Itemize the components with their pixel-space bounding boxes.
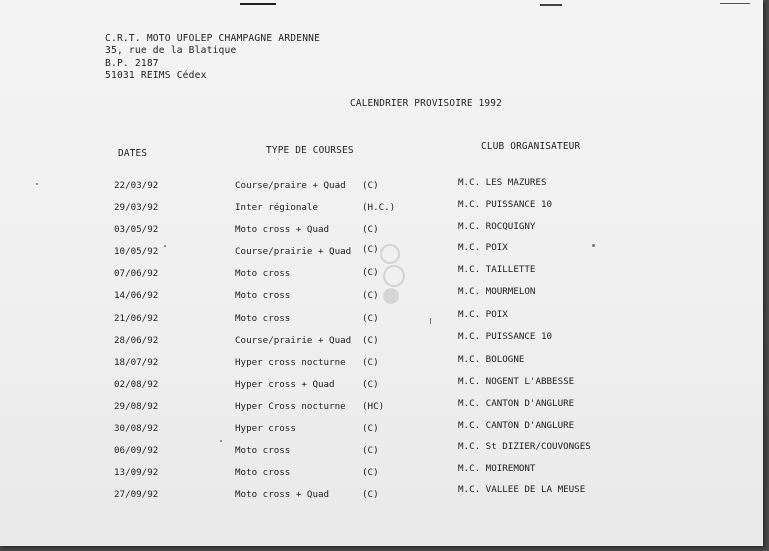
cell-race-type: Hyper cross nocturne	[235, 357, 346, 368]
cell-date: 07/06/92	[114, 268, 159, 279]
table-row	[0, 463, 763, 481]
cell-category: (C)	[362, 379, 379, 390]
paper-speck	[220, 440, 222, 442]
cell-date: 14/06/92	[114, 290, 159, 301]
cell-organizing-club: M.C. PUISSANCE 10	[458, 199, 553, 210]
address-line: C.R.T. MOTO UFOLEP CHAMPAGNE ARDENNE	[105, 33, 321, 44]
faded-stamp-mark	[378, 240, 408, 310]
cell-date: 29/03/92	[114, 202, 159, 213]
cell-organizing-club: M.C. St DIZIER/COUVONGES	[458, 441, 591, 452]
cell-race-type: Hyper cross + Quad	[235, 379, 335, 390]
cell-race-type: Course/praire + Quad	[235, 180, 346, 191]
cell-date: 30/08/92	[114, 423, 159, 434]
cell-date: 21/06/92	[114, 313, 159, 324]
cell-date: 28/06/92	[114, 335, 159, 346]
cell-category: (C)	[362, 313, 379, 324]
table-row	[0, 309, 763, 327]
document-title: CALENDRIER PROVISOIRE 1992	[350, 98, 502, 109]
cell-race-type: Moto cross	[235, 268, 291, 279]
cell-organizing-club: M.C. NOGENT L'ABBESSE	[458, 376, 575, 387]
cell-organizing-club: M.C. VALLEE DE LA MEUSE	[458, 484, 586, 495]
cell-race-type: Moto cross + Quad	[235, 489, 330, 500]
address-line: 35, rue de la Blatique	[105, 45, 237, 57]
paper-speck	[592, 244, 595, 247]
cell-race-type: Moto cross	[235, 445, 291, 456]
cell-race-type: Course/prairie + Quad	[235, 335, 352, 346]
cell-organizing-club: M.C. MOURMELON	[458, 286, 536, 297]
scan-mark	[240, 3, 276, 5]
cell-organizing-club: M.C. POIX	[458, 309, 508, 320]
cell-organizing-club: M.C. LES MAZURES	[458, 177, 547, 188]
cell-organizing-club: M.C. BOLOGNE	[458, 354, 525, 365]
cell-date: 22/03/92	[114, 180, 159, 191]
column-header-type: TYPE DE COURSES	[266, 145, 354, 156]
table-row	[0, 376, 763, 393]
table-row	[0, 199, 763, 216]
cell-race-type: Course/prairie + Quad	[235, 246, 352, 257]
cell-race-type: Moto cross	[235, 290, 291, 301]
cell-category: (C)	[362, 335, 379, 346]
cell-category: (C)	[362, 267, 379, 278]
cell-category: (H.C.)	[362, 202, 396, 213]
table-row	[0, 177, 763, 194]
cell-category: (C)	[362, 290, 379, 301]
table-row	[0, 331, 763, 349]
paper-speck	[430, 318, 431, 324]
cell-category: (C)	[362, 467, 379, 478]
cell-category: (HC)	[362, 401, 385, 412]
cell-category: (C)	[362, 224, 379, 235]
table-row	[0, 354, 763, 371]
cell-date: 27/09/92	[114, 489, 159, 500]
cell-organizing-club: M.C. ROCQUIGNY	[458, 221, 536, 232]
table-row	[0, 420, 763, 437]
table-row	[0, 398, 763, 415]
cell-race-type: Inter régionale	[235, 202, 318, 213]
paper-speck	[164, 245, 166, 247]
address-line: B.P. 2187	[105, 57, 159, 69]
paper-speck	[36, 183, 38, 185]
cell-category: (C)	[362, 489, 379, 500]
column-header-dates: DATES	[118, 148, 148, 159]
cell-category: (C)	[362, 423, 379, 434]
cell-race-type: Hyper Cross nocturne	[235, 401, 346, 412]
cell-race-type: Moto cross + Quad	[235, 224, 330, 235]
cell-date: 18/07/92	[114, 357, 159, 368]
cell-organizing-club: M.C. MOIREMONT	[458, 463, 536, 474]
cell-category: (C)	[362, 445, 379, 456]
scan-mark	[540, 4, 562, 6]
cell-race-type: Hyper cross	[235, 423, 296, 434]
cell-organizing-club: M.C. TAILLETTE	[458, 264, 536, 275]
scan-mark	[720, 3, 750, 4]
cell-organizing-club: M.C. CANTON D'ANGLURE	[458, 420, 575, 431]
cell-organizing-club: M.C. POIX	[458, 242, 508, 253]
cell-date: 02/08/92	[114, 379, 159, 390]
cell-race-type: Moto cross	[235, 467, 291, 478]
sender-address	[105, 33, 320, 83]
column-header-club: CLUB ORGANISATEUR	[481, 141, 581, 152]
cell-date: 29/08/92	[114, 401, 159, 412]
cell-category: (C)	[362, 244, 379, 255]
table-row	[0, 484, 763, 503]
cell-organizing-club: M.C. CANTON D'ANGLURE	[458, 398, 575, 409]
table-row	[0, 221, 763, 238]
address-line: 51031 REIMS Cédex	[105, 70, 207, 82]
cell-category: (C)	[362, 180, 379, 191]
cell-date: 13/09/92	[114, 467, 159, 478]
cell-race-type: Moto cross	[235, 313, 291, 324]
cell-date: 10/05/92	[114, 246, 159, 257]
cell-category: (C)	[362, 357, 379, 368]
cell-organizing-club: M.C. PUISSANCE 10	[458, 331, 553, 342]
cell-date: 03/05/92	[114, 224, 159, 235]
table-row	[0, 441, 763, 459]
cell-date: 06/09/92	[114, 445, 159, 456]
